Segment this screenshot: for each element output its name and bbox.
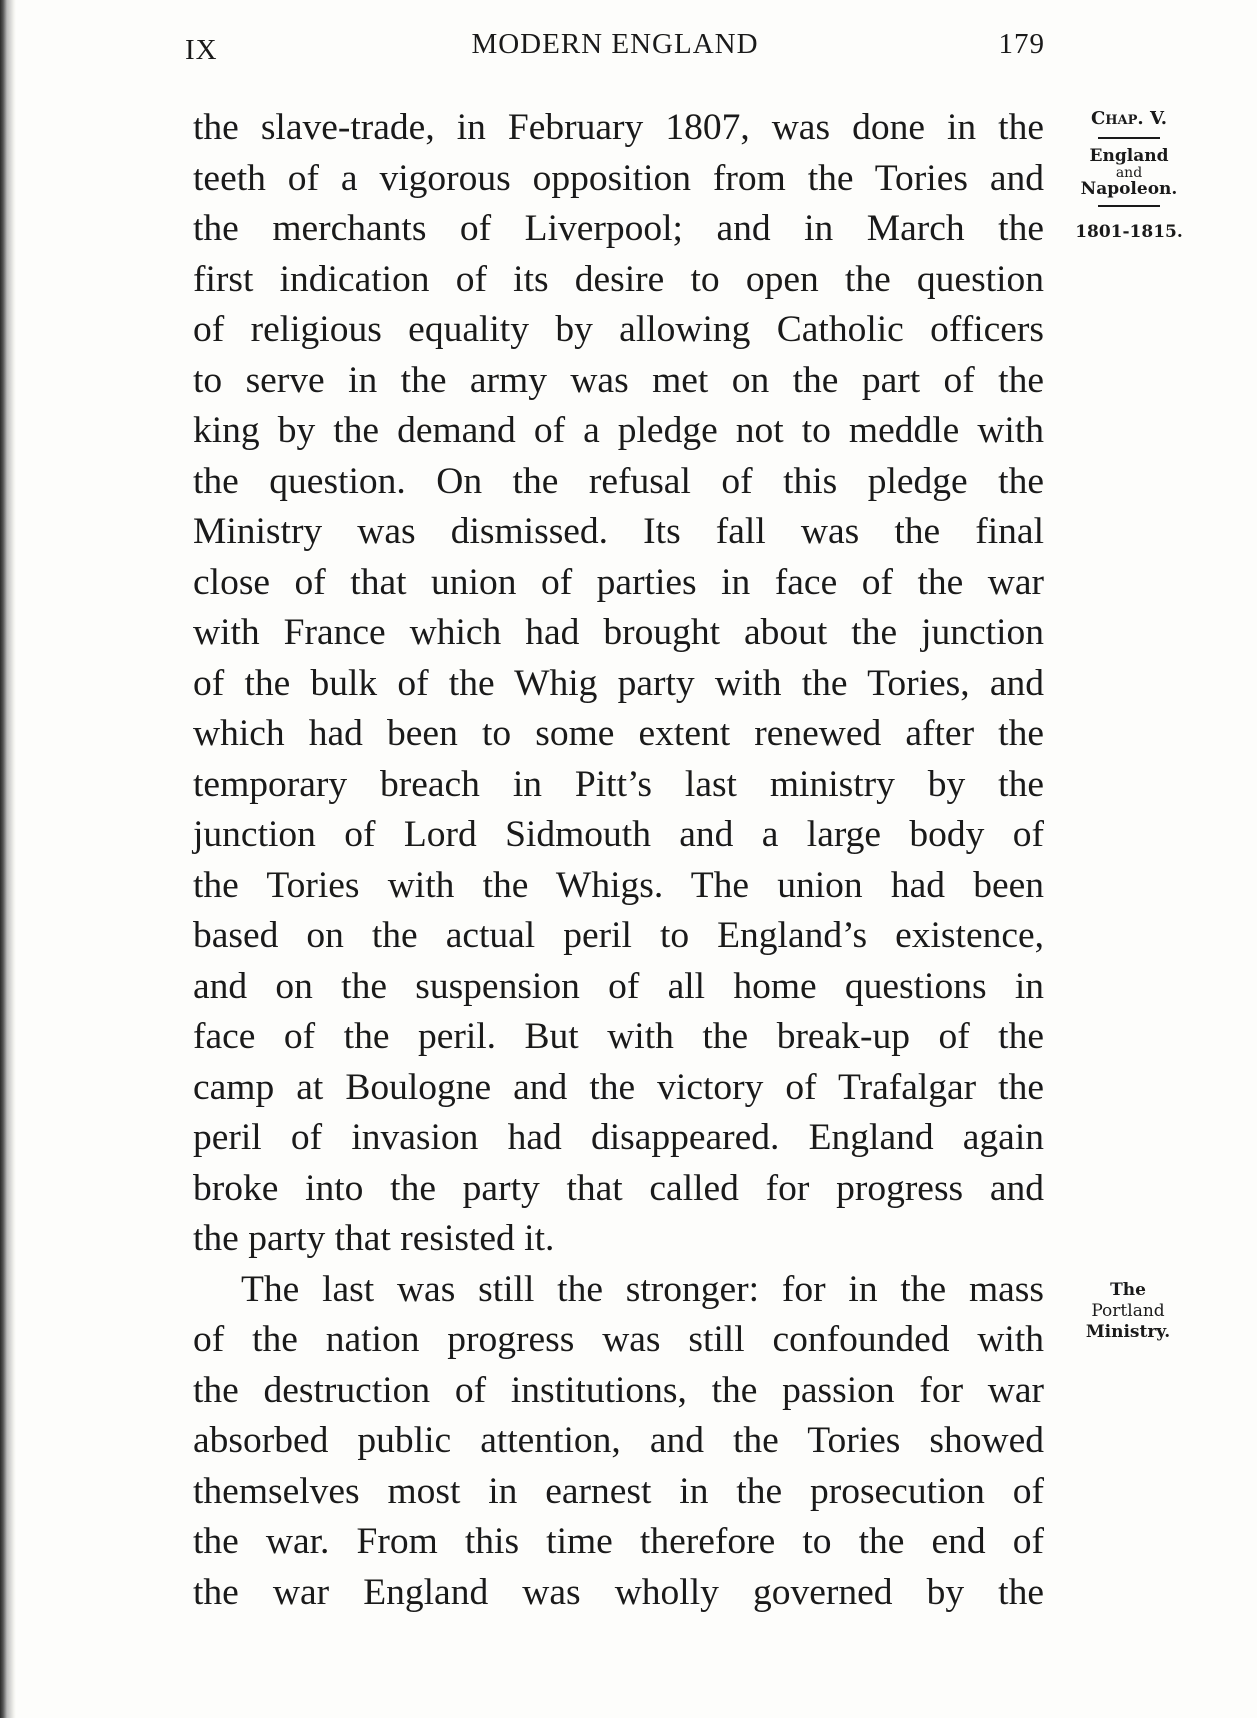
text-line: temporary breach in Pitt’s last ministry by the [193,763,1044,805]
margin-topic-line3: Napoleon. [1080,179,1178,199]
text-line: of the nation progress was still confounded with [193,1319,1044,1360]
margin-section-line1: The [1110,1280,1146,1300]
text-line: peril of invasion had disappeared. England again [193,1117,1044,1158]
text-line: Ministry was dismissed. Its fall was the final [193,511,1044,552]
text-line: of the bulk of the Whig party with the Tories, and [193,662,1044,704]
margin-rule [1098,205,1160,207]
text-line: absorbed public attention, and the Tories showed [193,1420,1044,1461]
margin-chapter-label: Chap. V. [1090,108,1168,129]
text-line: the slave-trade, in February 1807, was done in the [193,107,1044,148]
text-line: the destruction of institutions, the passion for war [193,1369,1044,1411]
margin-section-line2: Portland [1091,1301,1165,1321]
text-line: the war England was wholly governed by the [193,1571,1044,1613]
text-line: of religious equality by allowing Catholic officers [193,309,1044,350]
margin-rule [1098,137,1160,139]
text-line: camp at Boulogne and the victory of Trafalgar the [193,1066,1044,1108]
margin-dates: 1801-1815. [1075,222,1183,242]
text-line: king by the demand of a pledge not to meddle with [193,410,1044,451]
text-line: junction of Lord Sidmouth and a large body of [193,814,1044,855]
text-line: the war. From this time therefore to the end of [193,1521,1044,1562]
text-line: to serve in the army was met on the part of the [193,359,1044,401]
text-line: The last was still the stronger: for in the mass [241,1268,1044,1310]
text-line: based on the actual peril to England’s existence, [193,915,1044,956]
margin-note-section [1060,1280,1196,1343]
chapter-numeral: IX [185,34,218,66]
margin-topic-line1: England [1089,146,1169,166]
text-line: the merchants of Liverpool; and in March the [193,208,1044,249]
text-line: with France which had brought about the junction [193,612,1044,653]
margin-topic-line2: and [1115,165,1143,181]
running-title: MODERN ENGLAND [471,28,759,60]
text-line: the Tories with the Whigs. The union had been [193,864,1044,906]
text-line: the question. On the refusal of this pledge the [193,460,1044,502]
text-line: first indication of its desire to open the question [193,258,1044,300]
margin-note-chapter [1060,108,1198,243]
text-line: teeth of a vigorous opposition from the Tories and [193,157,1044,199]
text-line: close of that union of parties in face of the war [193,561,1044,603]
text-line: themselves most in earnest in the prosecution of [193,1470,1044,1512]
margin-section-line3: Ministry. [1085,1322,1171,1342]
page-binding-edge [0,0,16,1718]
page-number: 179 [998,28,1045,60]
text-line: the party that resisted it. [193,1218,555,1259]
text-line: which had been to some extent renewed after the [193,713,1044,754]
text-line: broke into the party that called for progress and [193,1167,1044,1209]
text-line: and on the suspension of all home questions in [193,965,1044,1007]
text-line: face of the peril. But with the break-up of the [193,1016,1044,1057]
body-text [193,103,1044,1618]
running-head [185,28,1045,68]
